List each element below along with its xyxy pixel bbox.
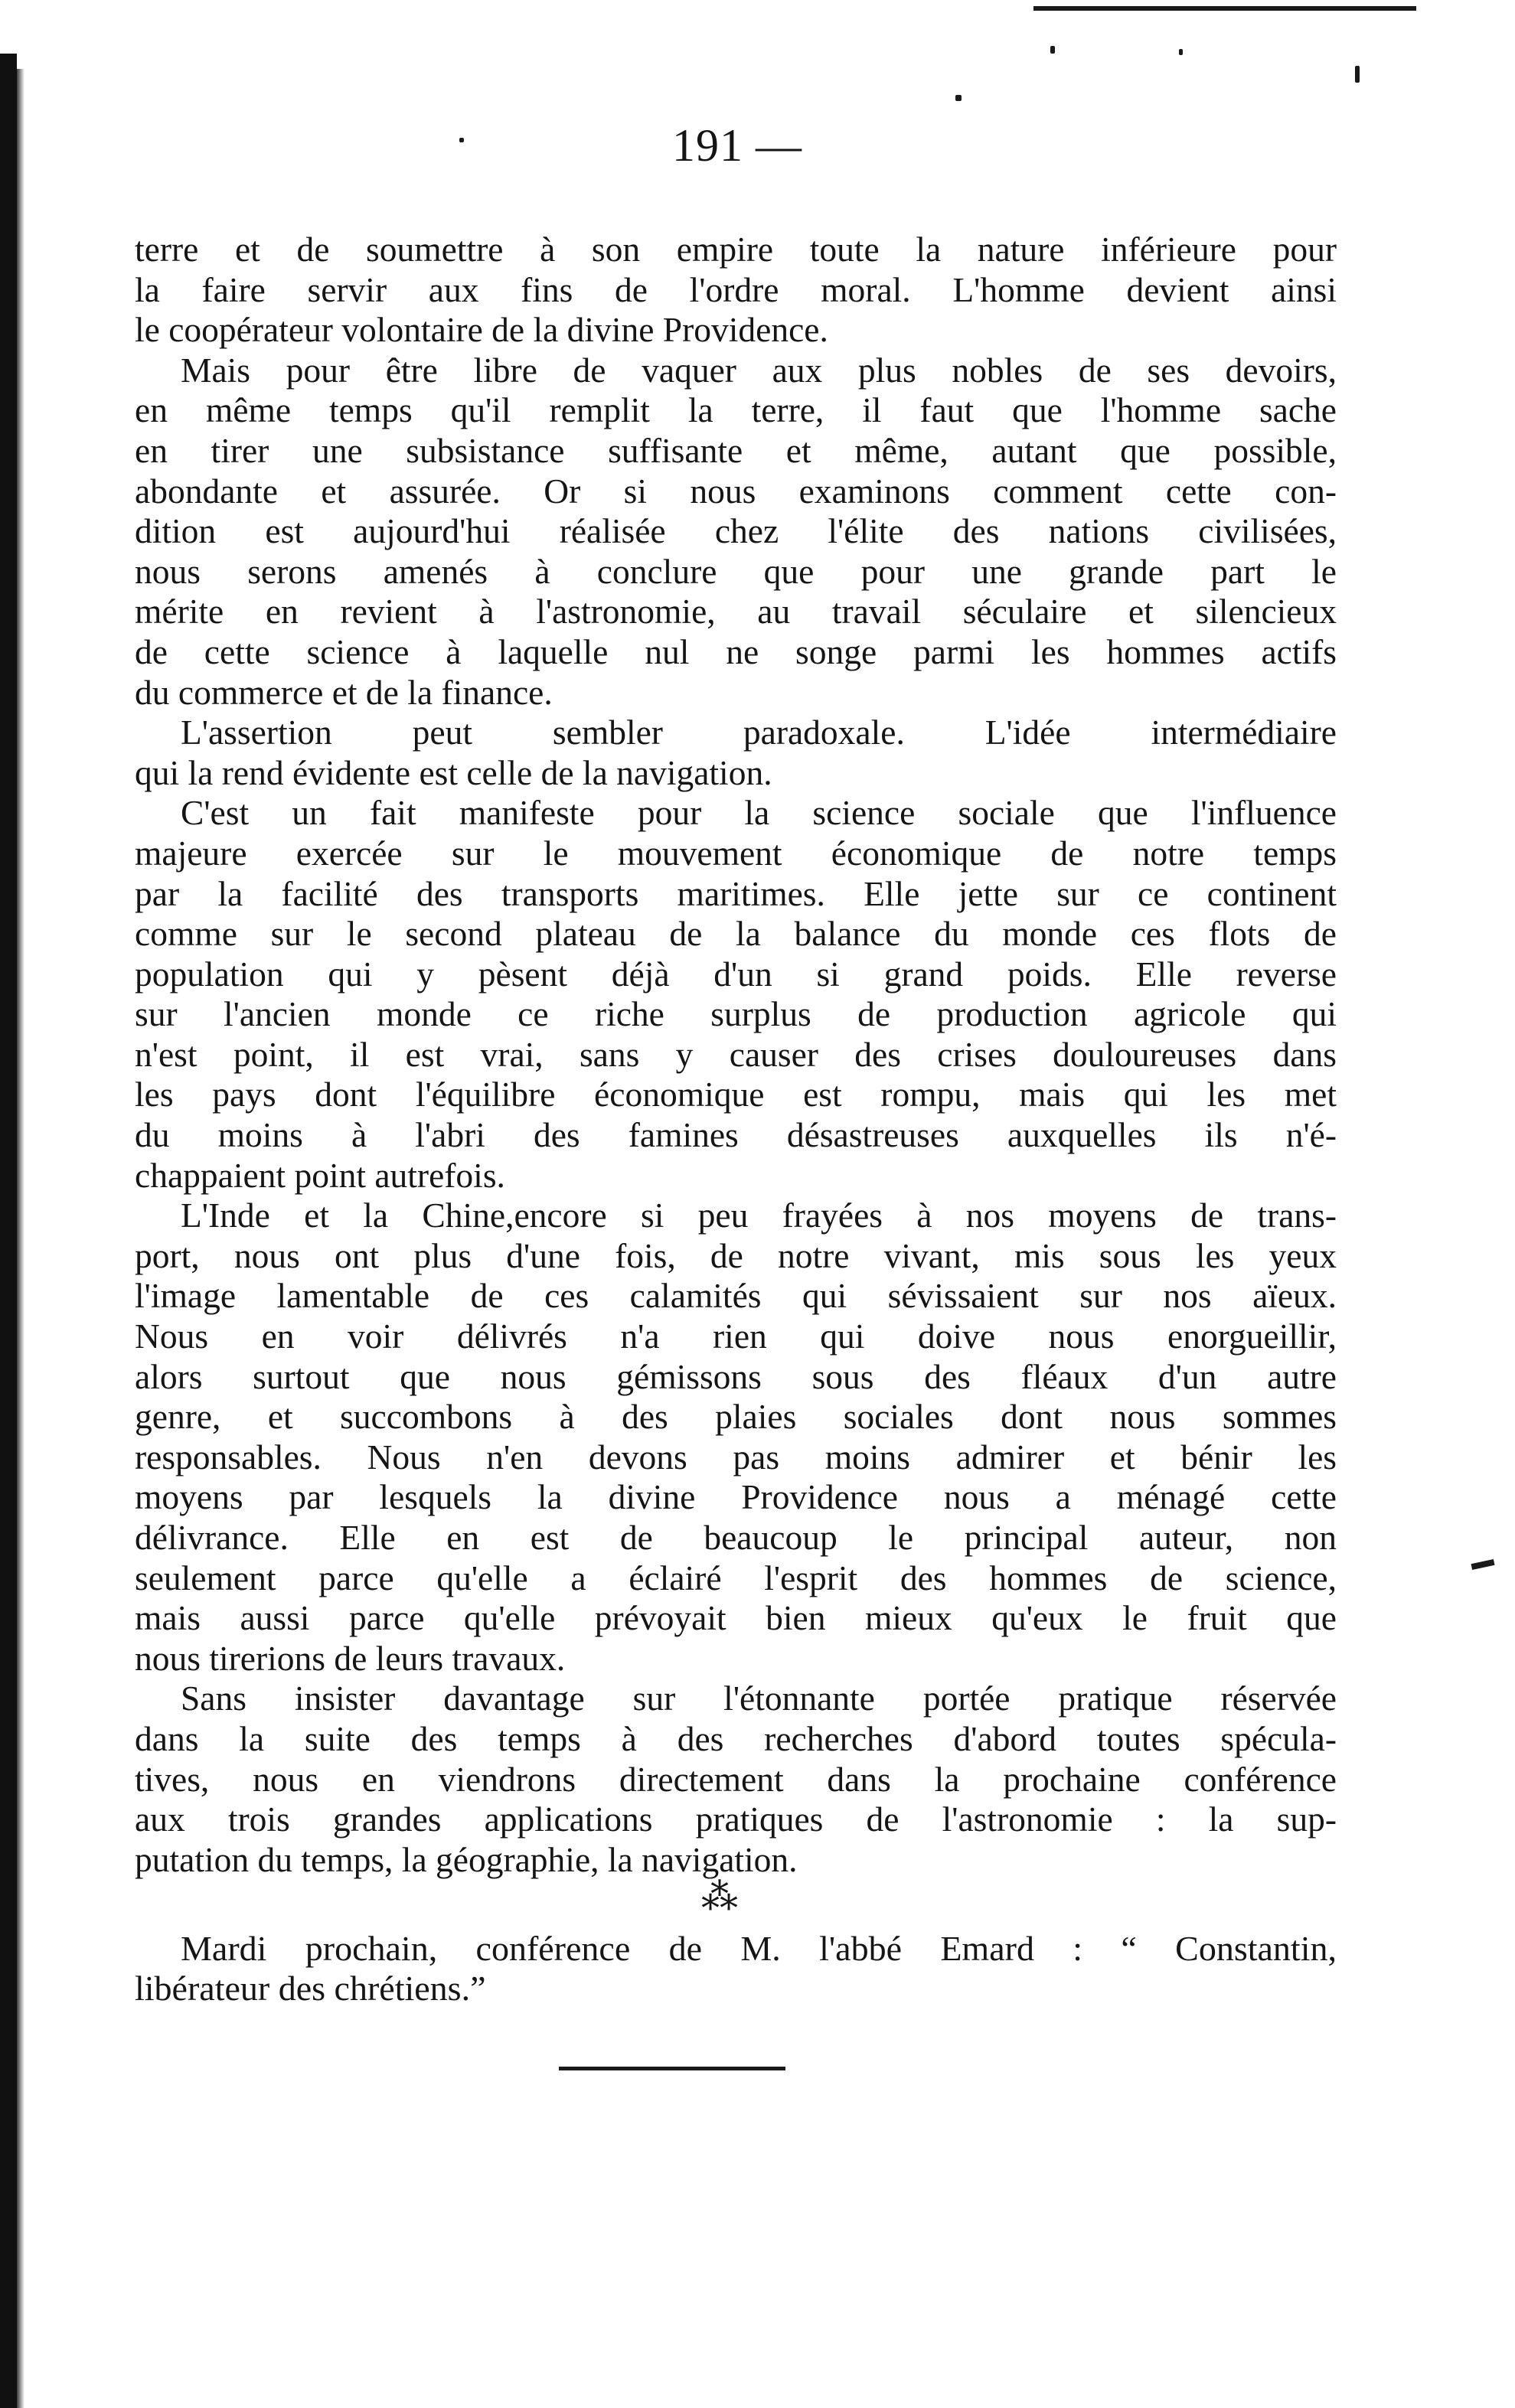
text-line: du commerce et de la finance. [135,672,553,712]
text-line: de cette science à laquelle nul ne songe parmi les hommes actifs [135,631,1337,671]
scan-speck [1355,66,1360,83]
closing-announcement [135,1929,1337,2008]
text-line: C'est un fait manifeste pour la science sociale que l'influence [181,793,1337,833]
text-line: seulement parce qu'elle a éclairé l'esprit des hommes de science, [135,1558,1337,1597]
text-line: putation du temps, la géographie, la navigation. [135,1839,798,1879]
scan-speck [1050,46,1055,54]
text-line: Mais pour être libre de vaquer aux plus nobles de ses devoirs, [181,350,1337,390]
text-line: la faire servir aux fins de l'ordre moral. L'homme devient ainsi [135,269,1337,309]
text-line: abondante et assurée. Or si nous examinons comment cette con- [135,471,1337,511]
text-line: le coopérateur volontaire de la divine Providence. [135,310,828,350]
text-line: Sans insister davantage sur l'étonnante portée pratique réservée [181,1679,1337,1718]
text-line: majeure exercée sur le mouvement économique de notre temps [135,833,1337,873]
margin-mark [1471,1559,1494,1570]
text-line: chappaient point autrefois. [135,1155,505,1195]
text-line: n'est point, il est vrai, sans y causer des crises douloureuses dans [135,1034,1337,1074]
text-line: en même temps qu'il remplit la terre, il faut que l'homme sache [135,390,1337,430]
scan-artifact-rule [1033,6,1416,11]
body-text [135,230,1337,1880]
text-line: alors surtout que nous gémissons sous des fléaux d'un autre [135,1356,1337,1396]
text-line: port, nous ont plus d'une fois, de notre vivant, mis sous les yeux [135,1235,1337,1275]
text-line: dition est aujourd'hui réalisée chez l'élite des nations civilisées, [135,511,1337,551]
text-line: terre et de soumettre à son empire toute la nature inférieure pour [135,230,1337,269]
text-line: Nous en voir délivrés n'a rien qui doive nous enorgueillir, [135,1317,1337,1356]
end-rule [559,2067,785,2070]
text-line: l'image lamentable de ces calamités qui sévissaient sur nos aïeux. [135,1276,1337,1316]
text-line: genre, et succombons à des plaies sociales dont nous sommes [135,1397,1337,1437]
binding-edge [0,54,17,2408]
text-line: les pays dont l'équilibre économique est rompu, mais qui les met [135,1075,1337,1114]
text-line: L'assertion peut sembler paradoxale. L'idée intermédiaire [181,713,1337,752]
text-line: comme sur le second plateau de la balance du monde ces flots de [135,914,1337,954]
text-line: en tirer une subsistance suffisante et même, autant que possible, [135,430,1337,470]
text-line: moyens par lesquels la divine Providence nous a ménagé cette [135,1477,1337,1517]
text-line: tives, nous en viendrons directement dans la prochaine conférence [135,1759,1337,1799]
text-line: qui la rend évidente est celle de la navigation. [135,752,772,792]
scan-speck [459,138,464,142]
text-line: aux trois grandes applications pratiques de l'astronomie : la sup- [135,1799,1337,1839]
text-line: du moins à l'abri des famines désastreuses auxquelles ils n'é- [135,1115,1337,1155]
asterism-separator: ⁂ [701,1877,738,1917]
text-line: L'Inde et la Chine,encore si peu frayées à nos moyens de trans- [181,1196,1337,1235]
binding-shadow [17,69,24,2408]
text-line: population qui y pèsent déjà d'un si grand poids. Elle reverse [135,954,1337,994]
text-line: mais aussi parce qu'elle prévoyait bien mieux qu'eux le fruit que [135,1598,1337,1638]
text-line: par la facilité des transports maritimes. Elle jette sur ce continent [135,873,1337,913]
text-line: libérateur des chrétiens.” [135,1969,486,2008]
text-line: nous serons amenés à conclure que pour une grande part le [135,551,1337,591]
scan-speck [1179,49,1183,55]
text-line: responsables. Nous n'en devons pas moins admirer et bénir les [135,1437,1337,1476]
text-line: dans la suite des temps à des recherches d'abord toutes spécula- [135,1718,1337,1758]
text-line: délivrance. Elle en est de beaucoup le principal auteur, non [135,1518,1337,1557]
scan-speck [955,95,962,101]
text-line: sur l'ancien monde ce riche surplus de production agricole qui [135,994,1337,1034]
text-line: mérite en revient à l'astronomie, au travail séculaire et silencieux [135,592,1337,631]
text-line: Mardi prochain, conférence de M. l'abbé Emard : “ Constantin, [181,1929,1337,1968]
page-number: 191 — [672,120,802,171]
text-line: nous tirerions de leurs travaux. [135,1638,566,1678]
